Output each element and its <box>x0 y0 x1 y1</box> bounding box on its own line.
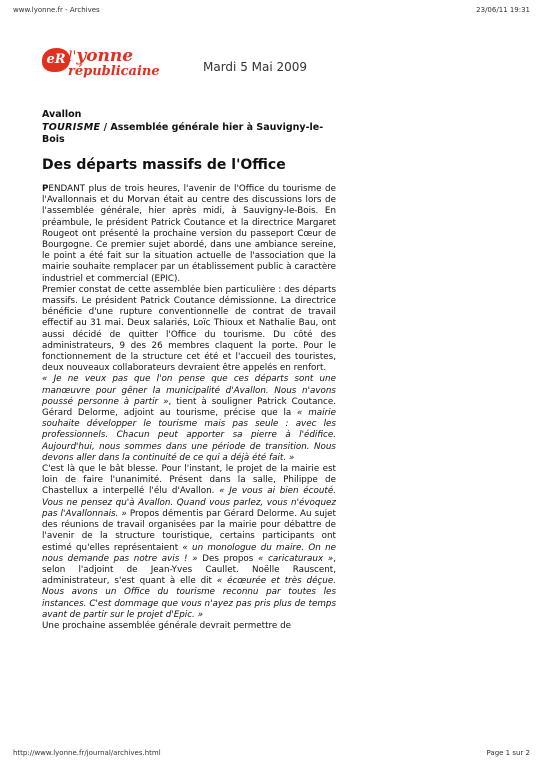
dropcap: P <box>42 184 49 194</box>
paragraph-1-text: plus de trois heures, l'avenir de l'Office du tourisme de l'Avallonnais et du Morvan était au centre des discussions lors de l'assemblée générale, hier après midi, à Sauvigny-le-Bois. En préambule, le président Patrick Coutance et la directrice Margaret Rougeot ont présenté la prochaine version du passeport Cœur de Bourgogne. Ce premier sujet abordé, dans une ambiance sereine, le point a été fait sur la situation actuelle de l'association que la mairie souhaite remplacer par un établissement public à caractère industriel et commercial (EPIC). <box>42 184 336 284</box>
logo-word: yonne <box>76 46 134 66</box>
kicker-city: Avallon <box>42 109 82 120</box>
logo-line-2: républicaine <box>68 64 160 79</box>
quote: « Je vous ai bien écouté. Vous ne pensez qu'à Avallon. Quand vous parlez, vous n'évoquez pas l'Avallonnais. » <box>42 486 336 519</box>
text-segment: C'est là que le bât blesse. Pour l'instant, le projet de la mairie est loin de faire l'unanimité. Présent dans la salle, Philippe de Chastellux a interpellé l'élu d'Avallon. <box>42 464 336 497</box>
print-header-url: www.lyonne.fr - Archives <box>13 6 100 14</box>
kicker-rubric: TOURISME <box>42 121 101 133</box>
logo-prefix: l' <box>68 49 77 65</box>
publication-date: Mardi 5 Mai 2009 <box>203 60 308 74</box>
text-segment: , selon l'adjoint de Jean-Yves Caullet. Noëlle Rauscent, administrateur, s'est quant à elle dit <box>42 553 336 587</box>
paragraph-4 <box>42 464 336 621</box>
text-segment: Propos démentis par Gérard Delorme. Au sujet des réunions de travail organisées par la mairie pour débattre de l'avenir de la structure touristique, certains participants ont estimé qu'elles représentaient <box>42 508 336 553</box>
quote: « Je ne veux pas que l'on pense que ces départs sont une manœuvre pour gêner la municipalité d'Avallon. Nous n'avons poussé personne à partir » <box>42 374 336 407</box>
kicker-headline: / Assemblée générale hier à Sauvigny-le-Bois <box>42 121 324 145</box>
text-segment: Des propos <box>197 553 259 564</box>
newspaper-logo <box>42 48 192 88</box>
dropcap-rest: ENDANT <box>48 184 85 194</box>
paragraph-3 <box>42 374 336 464</box>
paragraph-1 <box>42 184 336 285</box>
logo-badge: eR <box>42 48 70 72</box>
quote: « écœurée et très déçue. Nous avons un Office du tourisme reconnu par toutes les instances. C'est dommage que vous n'ayez pas pris plus de temps avant de partir sur le projet d'Epic. » <box>42 576 336 620</box>
paragraph-5: Une prochaine assemblée générale devrait permettre de <box>42 620 292 631</box>
kicker-line <box>42 122 332 147</box>
quote: « mairie souhaite développer le tourisme mais pas seule : avec les professionnels. Chacun peut apporter sa pierre à l'édifice. Aujourd'hui, nous sommes dans une période de transition. Nous devons aller dans la continuité de ce qui a déjà été fait. » <box>42 408 336 463</box>
print-footer-url: http://www.lyonne.fr/journal/archives.html <box>13 749 161 757</box>
quote: « caricaturaux » <box>258 553 334 564</box>
print-header-timestamp: 23/06/11 19:31 <box>476 6 530 14</box>
text-segment: , tient à souligner Patrick Coutance. Gérard Delorme, adjoint au tourisme, précise que la <box>42 396 336 419</box>
article-kicker <box>42 109 332 147</box>
paragraph-2: Premier constat de cette assemblée bien particulière : des départs massifs. Le président Patrick Coutance démissionne. La directrice bénéficie d'une rupture conventionnelle de contrat de travail effectif au 31 mai. Deux salariés, Loïc Thioux et Nathalie Bau, ont aussi décidé de quitter l'Office du tourisme. Du côté des administrateurs, 9 des 26 membres claquent la porte. Pour le fonctionnement de la structure cet été et l'accueil des touristes, deux nouveaux collaborateurs devraient être appelés en renfort. <box>42 284 336 374</box>
quote: « un monologue du maire. On ne nous demande pas notre avis ! » <box>42 542 337 564</box>
logo-line-1 <box>68 46 133 66</box>
article-body <box>42 184 336 632</box>
article-title: Des départs massifs de l'Office <box>42 157 286 173</box>
print-footer-page: Page 1 sur 2 <box>486 749 530 757</box>
